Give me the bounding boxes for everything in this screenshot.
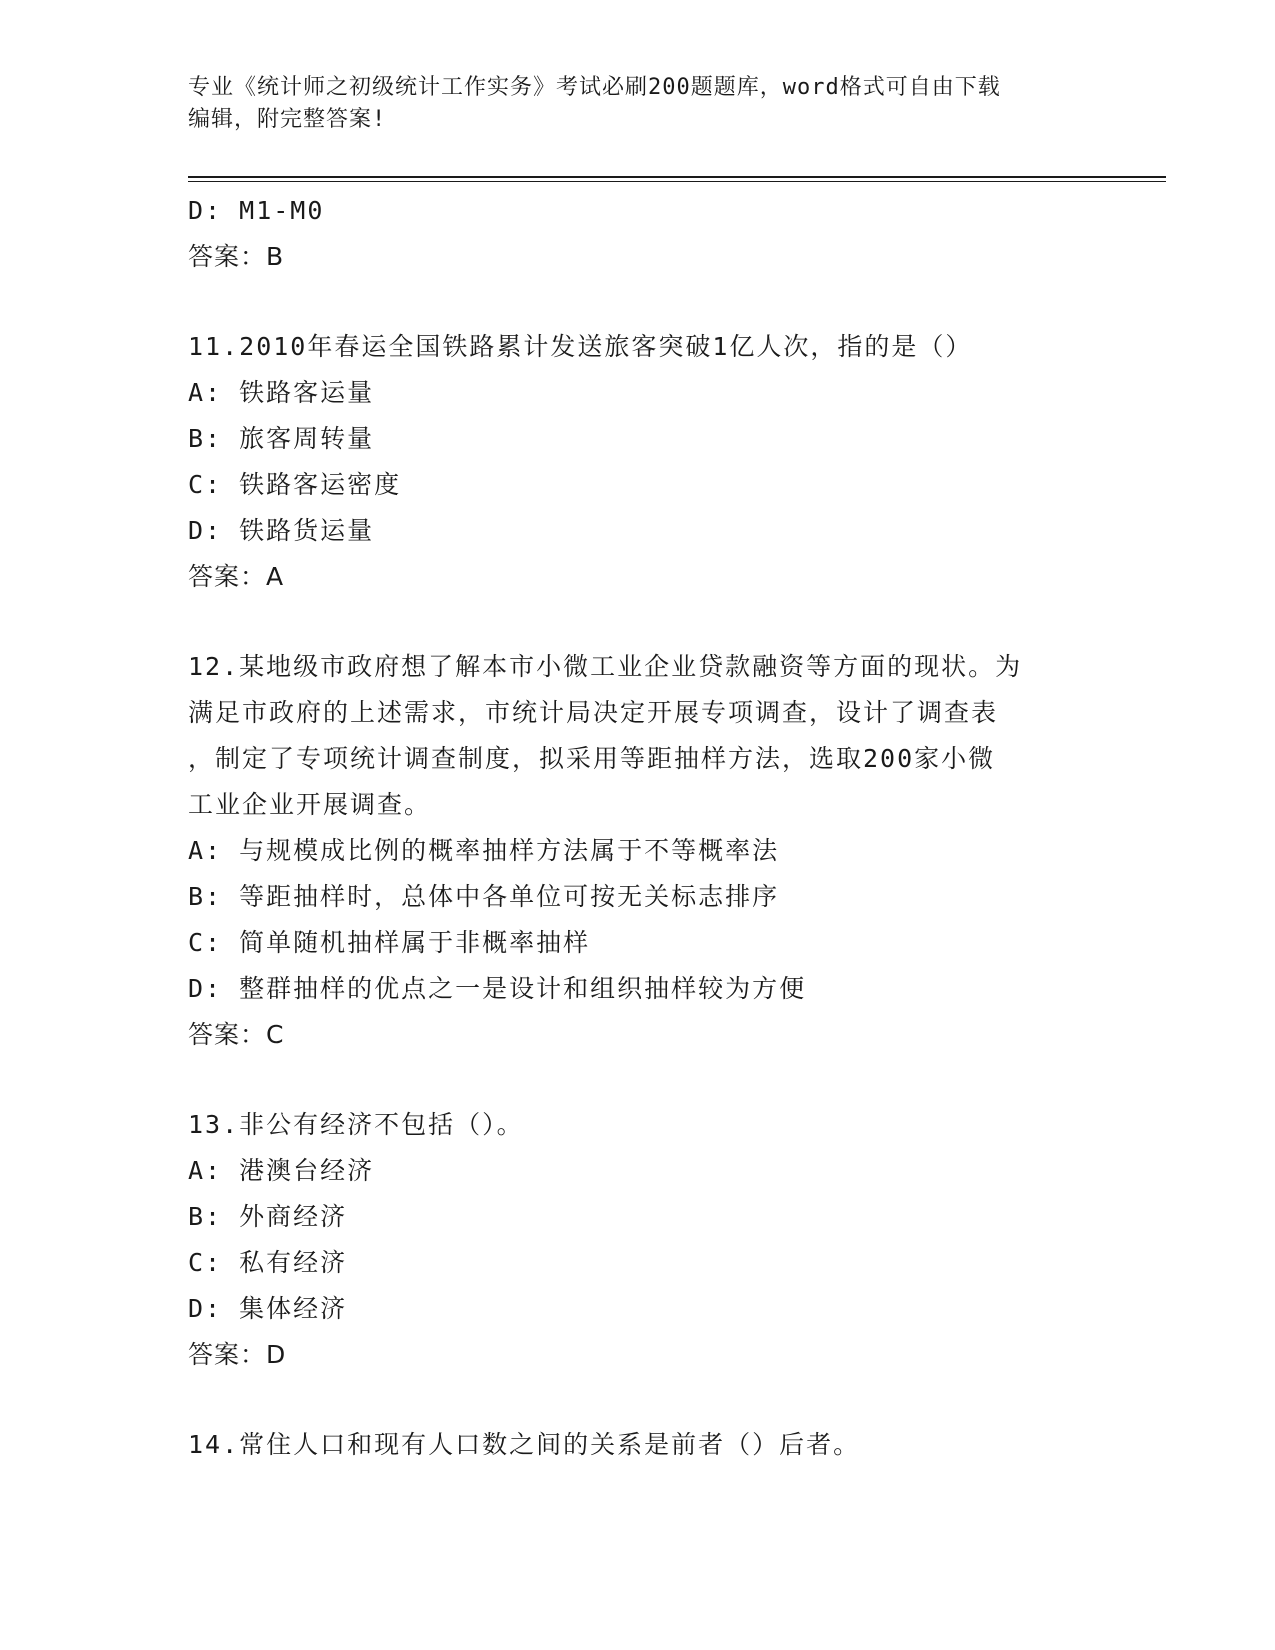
header-rule-thick (188, 176, 1166, 178)
question-stem: 14.常住人口和现有人口数之间的关系是前者（）后者。 (188, 1430, 861, 1459)
answer: 答案：A (188, 562, 285, 591)
question-12 (188, 644, 1088, 1058)
question-10-tail (188, 188, 1088, 280)
option-d: D: 集体经济 (188, 1294, 348, 1323)
answer: 答案：B (188, 242, 285, 271)
option-d: D: 铁路货运量 (188, 516, 375, 545)
spacer (188, 280, 1088, 324)
spacer (188, 1378, 1088, 1422)
option-b: B: 外商经济 (188, 1202, 348, 1231)
option-a: A: 铁路客运量 (188, 378, 375, 407)
question-stem-line: 工业企业开展调查。 (188, 790, 432, 819)
option-a: A: 港澳台经济 (188, 1156, 375, 1185)
answer: 答案：D (188, 1340, 287, 1369)
question-14 (188, 1422, 1088, 1468)
option-b: B: 等距抽样时，总体中各单位可按无关标志排序 (188, 882, 780, 911)
header-rule-thin (188, 181, 1166, 182)
question-stem: 13.非公有经济不包括（）。 (188, 1110, 524, 1139)
option-c: C: 铁路客运密度 (188, 470, 402, 499)
option-a: A: 与规模成比例的概率抽样方法属于不等概率法 (188, 836, 780, 865)
document-header (188, 72, 1068, 136)
question-11 (188, 324, 1088, 600)
spacer (188, 600, 1088, 644)
question-stem-line: 满足市政府的上述需求，市统计局决定开展专项调查，设计了调查表 (188, 698, 999, 727)
spacer (188, 1058, 1088, 1102)
question-13 (188, 1102, 1088, 1378)
question-content (188, 188, 1088, 1468)
question-stem: 11.2010年春运全国铁路累计发送旅客突破1亿人次，指的是（） (188, 332, 973, 361)
option-c: C: 简单随机抽样属于非概率抽样 (188, 928, 591, 957)
option-d: D: 整群抽样的优点之一是设计和组织抽样较为方便 (188, 974, 807, 1003)
option-c: C: 私有经济 (188, 1248, 348, 1277)
option-d: D: M1-M0 (188, 196, 325, 225)
option-b: B: 旅客周转量 (188, 424, 375, 453)
header-line-1: 专业《统计师之初级统计工作实务》考试必刷200题题库，word格式可自由下载 (188, 75, 1001, 100)
question-stem-line: ，制定了专项统计调查制度，拟采用等距抽样方法，选取200家小微 (188, 744, 996, 773)
question-stem-line: 12.某地级市政府想了解本市小微工业企业贷款融资等方面的现状。为 (188, 652, 1023, 681)
header-line-2: 编辑，附完整答案! (188, 107, 387, 132)
answer: 答案：C (188, 1020, 285, 1049)
